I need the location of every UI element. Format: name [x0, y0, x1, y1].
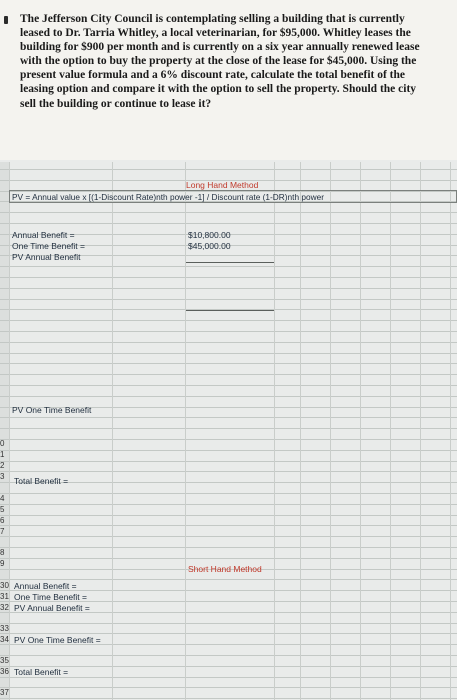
grid-row-line — [0, 471, 457, 472]
grid-column-line — [185, 162, 186, 700]
short-pv-annual-benefit-label[interactable]: PV Annual Benefit = — [14, 603, 90, 613]
grid-row-line — [0, 353, 457, 354]
grid-row-line — [0, 461, 457, 462]
grid-row-line — [0, 677, 457, 678]
row-number: 33 — [0, 624, 9, 633]
grid-row-line — [0, 320, 457, 321]
grid-row-line — [0, 428, 457, 429]
short-one-time-benefit-label[interactable]: One Time Benefit = — [14, 592, 87, 602]
grid-row-line — [0, 417, 457, 418]
grid-row-line — [0, 623, 457, 624]
short-hand-method-title[interactable]: Short Hand Method — [188, 564, 262, 574]
grid-row-line — [0, 504, 457, 505]
annual-benefit-value[interactable]: $10,800.00 — [188, 230, 231, 240]
spreadsheet[interactable] — [0, 162, 457, 700]
grid-column-line — [360, 162, 361, 700]
grid-row-line — [0, 374, 457, 375]
grid-row-line — [0, 633, 457, 634]
grid-row-line — [0, 515, 457, 516]
grid-row-line — [0, 687, 457, 688]
row-number: 4 — [0, 494, 5, 503]
row-number: 35 — [0, 656, 9, 665]
row-number: 32 — [0, 603, 9, 612]
row-number: 1 — [0, 450, 5, 459]
grid-row-line — [0, 493, 457, 494]
grid-row-line — [0, 579, 457, 580]
grid-row-line — [0, 331, 457, 332]
problem-statement — [0, 0, 457, 160]
bullet-icon — [4, 16, 8, 24]
pv-annual-benefit-label[interactable]: PV Annual Benefit — [12, 252, 81, 262]
cell-underline — [186, 262, 274, 263]
cell-underline — [186, 310, 274, 311]
row-number: 34 — [0, 635, 9, 644]
grid-row-line — [0, 482, 457, 483]
grid-row-line — [0, 655, 457, 656]
row-number: 37 — [0, 688, 9, 697]
grid-row-line — [0, 666, 457, 667]
row-number: 2 — [0, 461, 5, 470]
formula-cell[interactable]: PV = Annual value x [(1-Discount Rate)nth power -1] / Discount rate (1-DR)nth power — [12, 192, 324, 202]
total-benefit-label[interactable]: Total Benefit = — [14, 476, 69, 486]
grid-row-line — [0, 547, 457, 548]
grid-row-line — [0, 385, 457, 386]
grid-column-line — [274, 162, 275, 700]
row-number: 36 — [0, 667, 9, 676]
long-hand-method-title[interactable]: Long Hand Method — [186, 180, 259, 190]
grid-row-line — [0, 288, 457, 289]
grid-row-line — [0, 698, 457, 699]
one-time-benefit-value[interactable]: $45,000.00 — [188, 241, 231, 251]
row-number: 30 — [0, 581, 9, 590]
row-number: 7 — [0, 527, 5, 536]
grid-row-line — [0, 396, 457, 397]
pv-one-time-benefit-label[interactable]: PV One Time Benefit — [12, 405, 92, 415]
grid-row-line — [0, 223, 457, 224]
row-number: 5 — [0, 505, 5, 514]
grid-row-line — [0, 558, 457, 559]
grid-row-line — [0, 450, 457, 451]
row-number: 6 — [0, 516, 5, 525]
grid-column-line — [390, 162, 391, 700]
annual-benefit-label[interactable]: Annual Benefit = — [12, 230, 75, 240]
grid-column-line — [420, 162, 421, 700]
one-time-benefit-label[interactable]: One Time Benefit = — [12, 241, 85, 251]
grid-column-line — [9, 162, 10, 700]
row-number: 3 — [0, 472, 5, 481]
grid-row-line — [0, 342, 457, 343]
grid-row-line — [0, 536, 457, 537]
short-pv-one-time-benefit-label[interactable]: PV One Time Benefit = — [14, 635, 101, 645]
grid-row-line — [0, 277, 457, 278]
grid-row-line — [0, 299, 457, 300]
grid-row-line — [0, 525, 457, 526]
row-number: 8 — [0, 548, 5, 557]
short-total-benefit-label[interactable]: Total Benefit = — [14, 667, 69, 677]
row-number: 31 — [0, 592, 9, 601]
problem-text: The Jefferson City Council is contemplating selling a building that is currently leased to Dr. Tarria Whitley, a local veterinarian, for $95,000. Whitley leases the building for $900 per month and is currently on a six year annually renewed lease with the option to buy the property at the close of the lease for $45,000. Using the present value formula and a 6% discount rate, calculate the total benefit of the leasing option and compare it with the option to sell the property. Should the city sell the building or continue to lease it? — [20, 13, 420, 110]
row-number: 9 — [0, 559, 5, 568]
grid-row-line — [0, 169, 457, 170]
short-annual-benefit-label[interactable]: Annual Benefit = — [14, 581, 77, 591]
grid-column-line — [450, 162, 451, 700]
grid-column-line — [112, 162, 113, 700]
grid-row-line — [0, 266, 457, 267]
grid-row-line — [0, 212, 457, 213]
grid-row-line — [0, 363, 457, 364]
grid-column-line — [330, 162, 331, 700]
row-number: 0 — [0, 439, 5, 448]
grid-column-line — [300, 162, 301, 700]
grid-row-line — [0, 439, 457, 440]
